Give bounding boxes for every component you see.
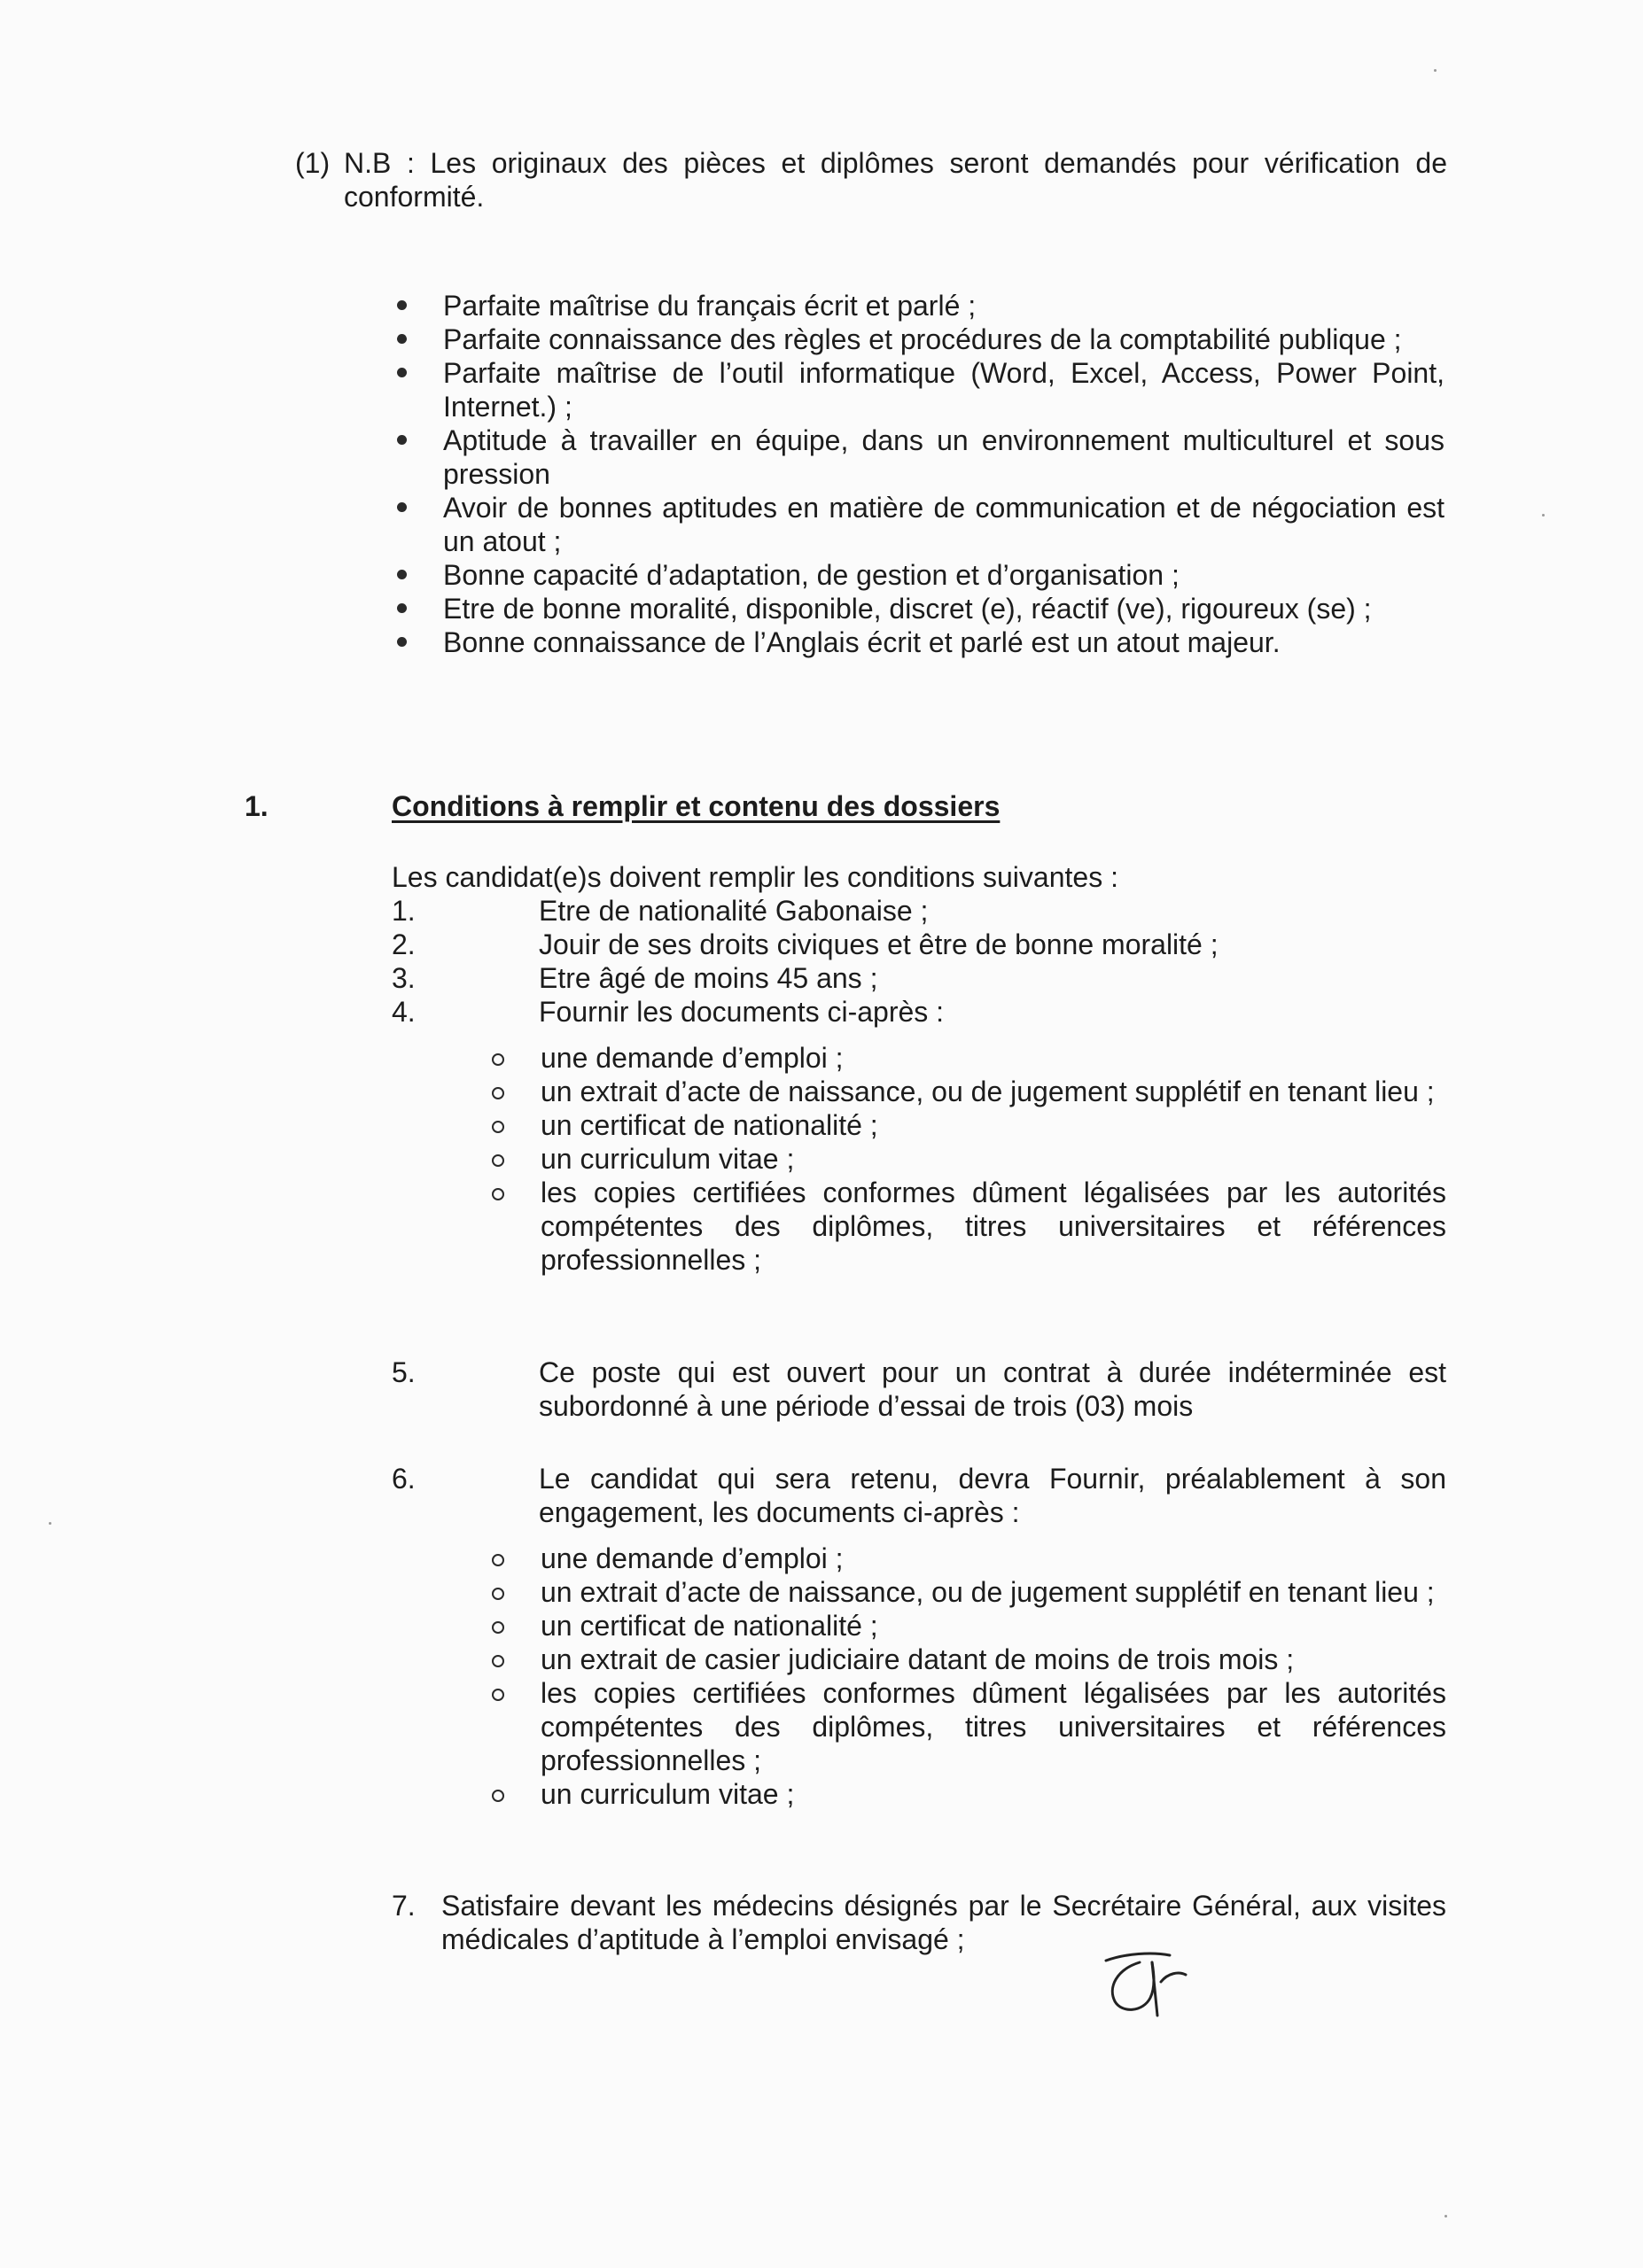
list-item	[390, 592, 1444, 625]
list-item	[489, 1041, 1446, 1075]
circle-bullet-icon	[492, 1790, 504, 1802]
item-text: Jouir de ses droits civiques et être de bonne moralité ;	[539, 928, 1219, 960]
list-item	[489, 1777, 1446, 1811]
circle-bullet-icon	[492, 1087, 504, 1099]
scan-speck	[1434, 69, 1437, 72]
item-text: Satisfaire devant les médecins désignés par le Secrétaire Général, aux visites médicales d’aptitude à l’emploi envisagé ;	[441, 1890, 1446, 1955]
requirement-text: Parfaite maîtrise de l’outil informatique (Word, Excel, Access, Power Point, Internet.) ;	[443, 357, 1444, 423]
conditions-intro: Les candidat(e)s doivent remplir les conditions suivantes :	[392, 861, 1118, 893]
item-number: 6.	[392, 1463, 416, 1495]
item-text: Ce poste qui est ouvert pour un contrat à durée indéterminée est subordonné à une période d’essai de trois (03) mois	[539, 1356, 1446, 1422]
requirement-text: Bonne connaissance de l’Anglais écrit et parlé est un atout majeur.	[443, 626, 1281, 658]
nb-text: N.B : Les originaux des pièces et diplômes seront demandés pour vérification de conformité.	[344, 147, 1447, 213]
list-item	[489, 1075, 1446, 1108]
handwritten-signature	[1099, 1936, 1214, 2024]
section-title: Conditions à remplir et contenu des dossiers	[392, 790, 1001, 822]
circle-bullet-icon	[492, 1588, 504, 1600]
bullet-icon	[397, 435, 407, 445]
bullet-icon	[397, 334, 407, 344]
condition-item	[392, 961, 1446, 995]
circle-bullet-icon	[492, 1689, 504, 1701]
list-item	[390, 289, 1444, 322]
circle-bullet-icon	[492, 1655, 504, 1667]
item-text: Etre âgé de moins 45 ans ;	[539, 962, 878, 994]
section-number: 1.	[245, 790, 269, 822]
circle-bullet-icon	[492, 1621, 504, 1634]
item-text: Etre de nationalité Gabonaise ;	[539, 895, 929, 927]
list-item	[489, 1676, 1446, 1777]
condition-item	[392, 894, 1446, 928]
condition-item	[392, 1355, 1446, 1423]
document-text: les copies certifiées conformes dûment légalisées par les autorités compétentes des diplômes, titres universitaires et références professionnelles ;	[541, 1677, 1446, 1776]
bullet-icon	[397, 603, 407, 613]
documents-list-1	[489, 1041, 1446, 1277]
list-item	[390, 322, 1444, 356]
scan-speck	[49, 1522, 51, 1525]
list-item	[390, 356, 1444, 423]
item-text: Le candidat qui sera retenu, devra Fournir, préalablement à son engagement, les documents ci-après :	[539, 1463, 1446, 1528]
nb-note	[295, 146, 1447, 214]
circle-bullet-icon	[492, 1053, 504, 1066]
item-number: 7.	[392, 1890, 416, 1922]
list-item	[489, 1176, 1446, 1277]
requirements-list	[390, 289, 1444, 659]
document-text: un curriculum vitae ;	[541, 1143, 795, 1175]
requirement-text: Parfaite maîtrise du français écrit et parlé ;	[443, 290, 977, 322]
document-text: un extrait d’acte de naissance, ou de jugement supplétif en tenant lieu ;	[541, 1576, 1435, 1608]
list-item	[489, 1609, 1446, 1643]
item-text: Fournir les documents ci-après :	[539, 996, 945, 1028]
document-text: un certificat de nationalité ;	[541, 1610, 878, 1642]
circle-bullet-icon	[492, 1121, 504, 1133]
requirement-text: Aptitude à travailler en équipe, dans un environnement multiculturel et sous pression	[443, 424, 1444, 490]
bullet-icon	[397, 502, 407, 512]
circle-bullet-icon	[492, 1188, 504, 1200]
document-text: un extrait d’acte de naissance, ou de jugement supplétif en tenant lieu ;	[541, 1076, 1435, 1107]
list-item	[489, 1142, 1446, 1176]
list-item	[489, 1575, 1446, 1609]
document-text: les copies certifiées conformes dûment légalisées par les autorités compétentes des diplômes, titres universitaires et références professionnelles ;	[541, 1177, 1446, 1276]
bullet-icon	[397, 300, 407, 310]
circle-bullet-icon	[492, 1554, 504, 1566]
scan-speck	[1542, 514, 1545, 517]
documents-list-2	[489, 1542, 1446, 1811]
document-text: un extrait de casier judiciaire datant de moins de trois mois ;	[541, 1643, 1295, 1675]
requirement-text: Parfaite connaissance des règles et procédures de la comptabilité publique ;	[443, 323, 1402, 355]
nb-marker: (1)	[295, 147, 331, 179]
list-item	[390, 558, 1444, 592]
bullet-icon	[397, 368, 407, 377]
condition-item	[392, 928, 1446, 961]
bullet-icon	[397, 637, 407, 647]
item-number: 4.	[392, 996, 416, 1028]
requirement-text: Bonne capacité d’adaptation, de gestion et d’organisation ;	[443, 559, 1180, 591]
condition-item	[392, 1889, 1446, 1956]
list-item	[489, 1643, 1446, 1676]
condition-item	[392, 1462, 1446, 1529]
requirement-text: Avoir de bonnes aptitudes en matière de communication et de négociation est un atout ;	[443, 492, 1444, 557]
circle-bullet-icon	[492, 1154, 504, 1167]
list-item	[390, 423, 1444, 491]
item-number: 1.	[392, 895, 416, 927]
requirement-text: Etre de bonne moralité, disponible, discret (e), réactif (ve), rigoureux (se) ;	[443, 593, 1372, 625]
item-number: 5.	[392, 1356, 416, 1388]
item-number: 2.	[392, 928, 416, 960]
document-text: une demande d’emploi ;	[541, 1542, 844, 1574]
condition-item	[392, 995, 1446, 1029]
document-text: un certificat de nationalité ;	[541, 1109, 878, 1141]
scan-speck	[1444, 2215, 1447, 2218]
list-item	[390, 625, 1444, 659]
list-item	[489, 1108, 1446, 1142]
item-number: 3.	[392, 962, 416, 994]
document-text: un curriculum vitae ;	[541, 1778, 795, 1810]
list-item	[489, 1542, 1446, 1575]
bullet-icon	[397, 570, 407, 579]
list-item	[390, 491, 1444, 558]
document-text: une demande d’emploi ;	[541, 1042, 844, 1074]
